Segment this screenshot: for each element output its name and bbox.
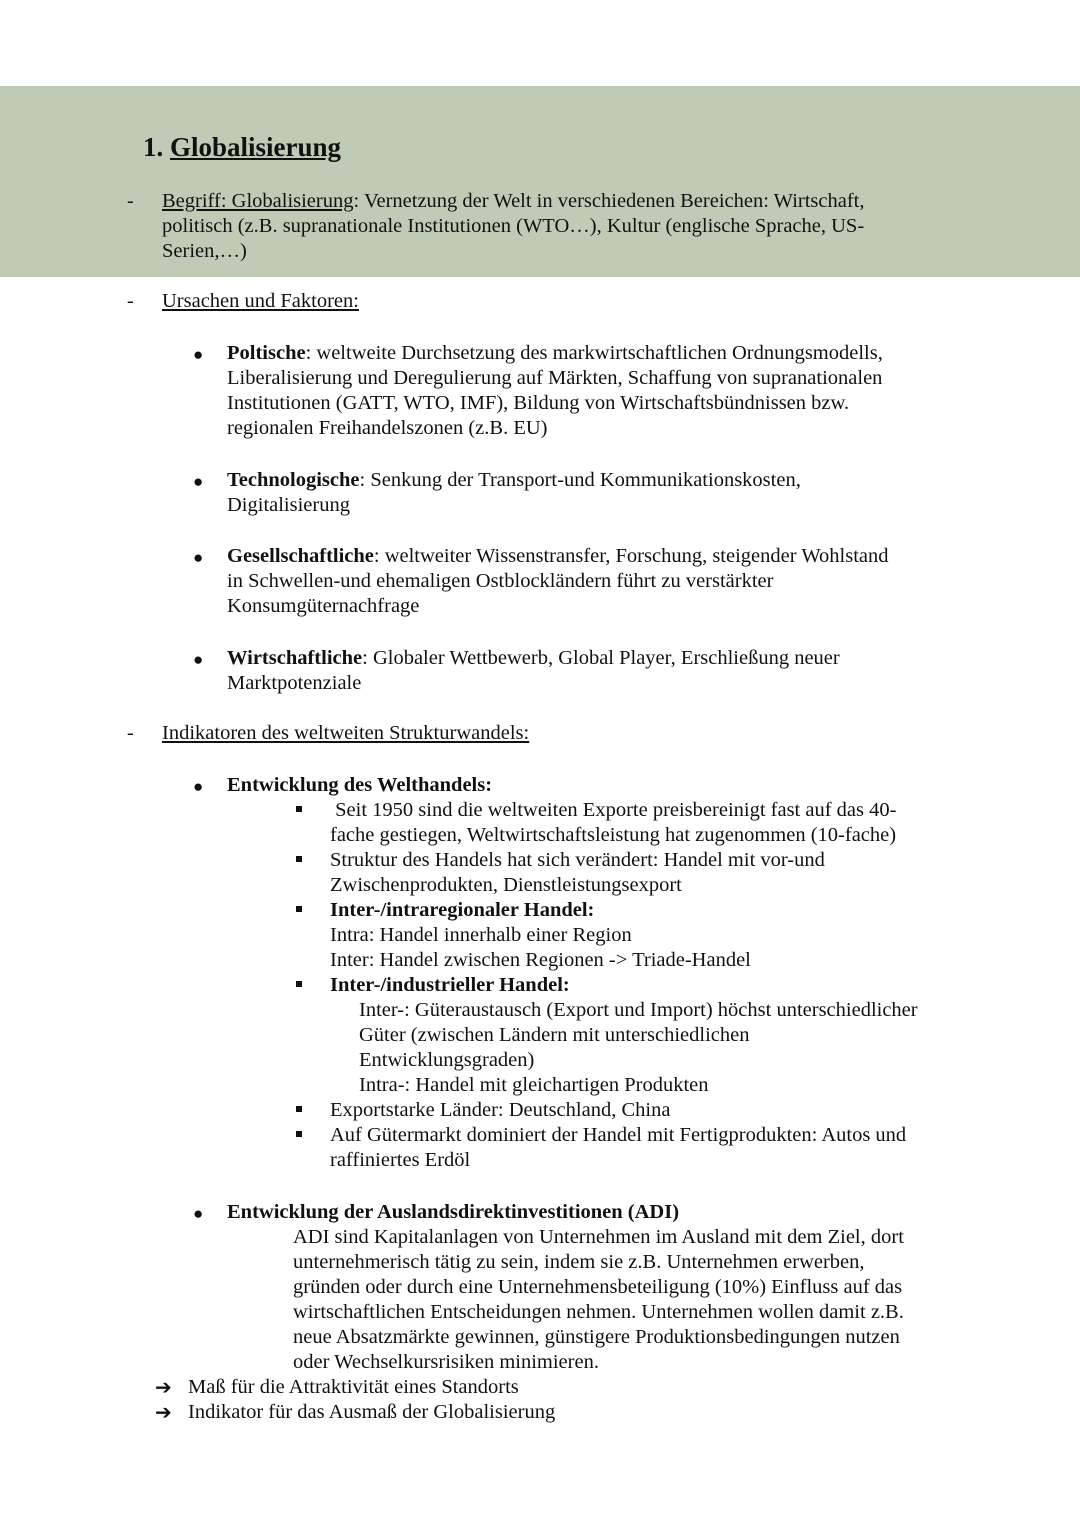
trade-text: fache gestiegen, Weltwirtschaftsleistung hat zugenommen (10-fache) [330,824,897,846]
dash-marker: - [127,722,134,744]
bullet-dot: ● [193,548,204,567]
trade-text: Intra-: Handel mit gleichartigen Produkten [359,1074,709,1096]
cause-technological [227,468,967,518]
bullet-dot: ● [193,777,204,796]
cause-text: in Schwellen-und ehemaligen Ostblockländern führt zu verstärkter [227,570,774,592]
bullet-dot: ● [193,1204,204,1223]
trade-sub-label: Inter-/intraregionaler Handel: [330,899,595,921]
arrow-right-icon: ➔ [155,1400,172,1424]
definition-text: : Vernetzung der Welt in verschiedenen Bereichen: Wirtschaft, [353,190,865,212]
cause-text: Konsumgüternachfrage [227,595,420,617]
bullet-dot: ● [193,650,204,669]
definition-line [162,189,962,214]
trade-label: Entwicklung des Welthandels: [227,774,493,796]
bullet-dot: ● [193,345,204,364]
cause-text: Marktpotenziale [227,672,362,694]
cause-label: Technologische [227,469,360,491]
title-text: Globalisierung [170,132,342,162]
square-bullet [296,981,302,987]
cause-label: Poltische [227,342,306,364]
definition-term: Begriff: Globalisierung [162,190,354,212]
cause-text: regionalen Freihandelszonen (z.B. EU) [227,417,548,439]
square-bullet [296,806,302,812]
trade-text: raffiniertes Erdöl [330,1149,471,1171]
cause-label: Wirtschaftliche [227,647,363,669]
cause-text: : weltweite Durchsetzung des markwirtschaftlichen Ordnungsmodells, [305,342,883,364]
fdi-text: unternehmerisch tätig zu sein, indem sie z.B. Unternehmen erwerben, [293,1251,865,1273]
trade-point [330,798,980,848]
trade-text: Seit 1950 sind die weltweiten Exporte preisbereinigt fast auf das 40- [330,799,897,821]
causes-heading: Ursachen und Faktoren: [162,290,359,312]
fdi-heading [227,1200,679,1225]
trade-point [330,898,980,973]
cause-text: : weltweiter Wissenstransfer, Forschung, steigender Wohlstand [373,545,889,567]
trade-text: Inter: Handel zwischen Regionen -> Triade-Handel [330,949,751,971]
title-number: 1. [143,132,164,162]
trade-point: Exportstarke Länder: Deutschland, China [330,1099,671,1121]
trade-point [330,973,980,998]
page-title [143,130,341,164]
trade-text: Güter (zwischen Ländern mit unterschiedlichen [359,1024,750,1046]
square-bullet [296,1131,302,1137]
cause-social [227,544,967,619]
fdi-text: oder Wechselkursrisiken minimieren. [293,1351,599,1373]
fdi-body [293,1225,973,1375]
fdi-text: ADI sind Kapitalanlagen von Unternehmen im Ausland mit dem Ziel, dort [293,1226,904,1248]
trade-point [330,1123,980,1173]
conclusion-text: Indikator für das Ausmaß der Globalisierung [188,1401,556,1423]
trade-text: Intra: Handel innerhalb einer Region [330,924,632,946]
trade-text: Struktur des Handels hat sich verändert: Handel mit vor-und [330,849,825,871]
square-bullet [296,856,302,862]
arrow-right-icon: ➔ [155,1375,172,1399]
bullet-dot: ● [193,472,204,491]
trade-text: Inter-: Güteraustausch (Export und Import) höchst unterschiedlicher [359,999,918,1021]
cause-text: : Globaler Wettbewerb, Global Player, Erschließung neuer [362,647,840,669]
cause-text: : Senkung der Transport-und Kommunikationskosten, [359,469,801,491]
fdi-text: gründen oder durch eine Unternehmensbeteiligung (10%) Einfluss auf das [293,1276,903,1298]
cause-economic [227,646,967,696]
square-bullet [296,1106,302,1112]
cause-political [227,341,967,441]
trade-text: Zwischenprodukten, Dienstleistungsexport [330,874,682,896]
cause-label: Gesellschaftliche [227,545,374,567]
fdi-label: Entwicklung der Auslandsdirektinvestitionen (ADI) [227,1201,680,1223]
trade-heading [227,773,492,798]
conclusion-text: Maß für die Attraktivität eines Standorts [188,1376,519,1398]
indicators-heading: Indikatoren des weltweiten Strukturwandels: [162,722,530,744]
definition-line: politisch (z.B. supranationale Institutionen (WTO…), Kultur (englische Sprache, US- [162,215,865,237]
square-bullet [296,906,302,912]
definition-block [162,189,962,264]
fdi-text: wirtschaftlichen Entscheidungen nehmen. Unternehmen wollen damit z.B. [293,1301,904,1323]
trade-text: Entwicklungsgraden) [359,1049,535,1071]
trade-point [330,848,980,898]
dash-marker: - [127,290,134,312]
cause-text: Institutionen (GATT, WTO, IMF), Bildung von Wirtschaftsbündnissen bzw. [227,392,850,414]
trade-sub-label: Inter-/industrieller Handel: [330,974,570,996]
trade-sub-block [359,998,979,1098]
cause-text: Digitalisierung [227,494,350,516]
fdi-text: neue Absatzmärkte gewinnen, günstigere Produktionsbedingungen nutzen [293,1326,900,1348]
definition-line: Serien,…) [162,240,247,262]
dash-marker: - [127,190,134,212]
cause-text: Liberalisierung und Deregulierung auf Märkten, Schaffung von supranationalen [227,367,883,389]
trade-text: Auf Gütermarkt dominiert der Handel mit Fertigprodukten: Autos und [330,1124,907,1146]
